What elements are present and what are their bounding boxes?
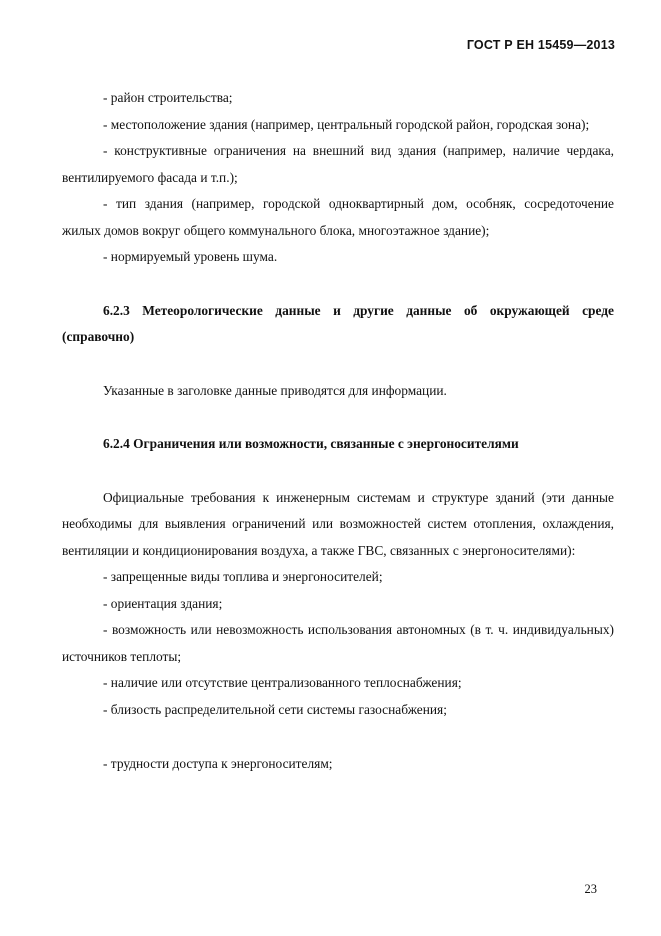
page-body (62, 85, 614, 778)
list-item: - тип здания (например, городской одноквартирный дом, особняк, сосредоточение жилых домов вокруг общего коммунального блока, многоэтажное здание); (62, 196, 614, 238)
list-item: - возможность или невозможность использования автономных (в т. ч. индивидуальных) источников теплоты; (62, 622, 614, 664)
list-item: - запрещенные виды топлива и энергоносителей; (103, 569, 383, 584)
list-item: - близость распределительной сети системы газоснабжения; (103, 701, 447, 717)
document-header: ГОСТ Р ЕН 15459—2013 (466, 38, 615, 52)
page-number: 23 (584, 882, 597, 896)
list-item: - местоположение здания (например, центральный городской район, городская зона); (103, 116, 590, 132)
body-paragraph: Указанные в заголовке данные приводятся для информации. (103, 382, 447, 398)
list-item: - наличие или отсутствие централизованного теплоснабжения; (103, 675, 462, 690)
list-item: - трудности доступа к энергоносителям; (103, 756, 333, 771)
list-item: - ориентация здания; (103, 595, 223, 611)
section-heading-6-2-4: 6.2.4 Ограничения или возможности, связанные с энергоносителями (103, 436, 519, 451)
section-heading-6-2-3: 6.2.3 Метеорологические данные и другие данные об окружающей среде (справочно) (62, 302, 614, 344)
body-paragraph: Официальные требования к инженерным системам и структуре зданий (эти данные необходимы для выявления ограничений или возможностей систем отопления, охлаждения, вентиляции и кондиционирования воздуха, а также ГВС, связанных с энергоносителями): (62, 489, 614, 558)
list-item: - нормируемый уровень шума. (103, 249, 278, 264)
list-item: - район строительства; (103, 90, 233, 105)
list-item: - конструктивные ограничения на внешний вид здания (например, наличие чердака, вентилируемого фасада и т.п.); (62, 143, 614, 185)
